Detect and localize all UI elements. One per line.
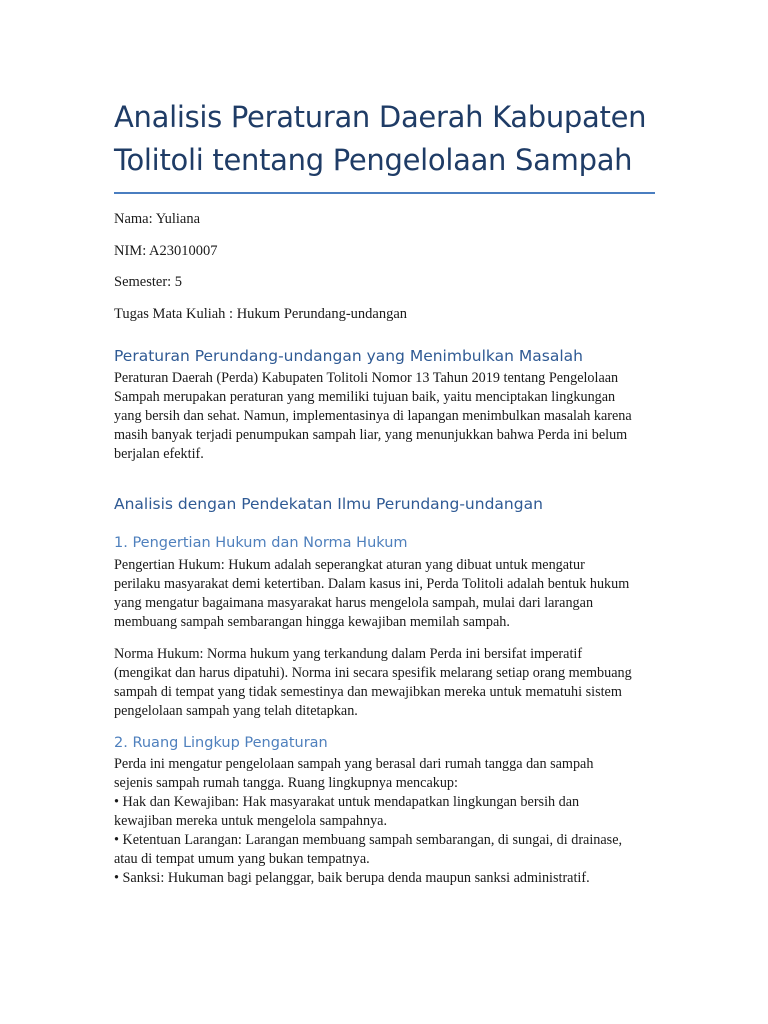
text-line: kewajiban mereka untuk mengelola sampahnya. <box>114 812 388 829</box>
text-line: Perda ini mengatur pengelolaan sampah yang berasal dari rumah tangga dan sampah <box>114 755 594 772</box>
paragraph-scope <box>114 755 654 888</box>
text-line: (mengikat dan harus dipatuhi). Norma ini secara spesifik melarang setiap orang membuang <box>114 664 632 681</box>
title-line: Analisis Peraturan Daerah Kabupaten <box>114 100 647 134</box>
text-line: pengelolaan sampah yang telah ditetapkan. <box>114 702 358 719</box>
text-line: yang bersih dan sehat. Namun, implementasinya di lapangan menimbulkan masalah karena <box>114 407 632 424</box>
text-line: Sampah merupakan peraturan yang memiliki tujuan baik, yaitu menciptakan lingkungan <box>114 388 616 405</box>
text-line: Norma Hukum: Norma hukum yang terkandung dalam Perda ini bersifat imperatif <box>114 645 583 662</box>
section-heading-problem: Peraturan Perundang-undangan yang Menimbulkan Masalah <box>114 346 583 365</box>
course-assignment: Tugas Mata Kuliah : Hukum Perundang-undangan <box>114 305 408 322</box>
section-heading-analysis: Analisis dengan Pendekatan Ilmu Perundang-undangan <box>114 494 543 513</box>
student-nim: NIM: A23010007 <box>114 242 218 259</box>
student-name: Nama: Yuliana <box>114 211 201 227</box>
subsection-heading-definition: 1. Pengertian Hukum dan Norma Hukum <box>114 534 408 551</box>
document-title <box>114 96 654 182</box>
text-line: sampah di tempat yang tidak semestinya dan mewajibkan mereka untuk mematuhi sistem <box>114 683 622 700</box>
document-page <box>114 96 654 888</box>
list-item: • Hak dan Kewajiban: Hak masyarakat untuk mendapatkan lingkungan bersih dan <box>114 793 580 810</box>
title-line: Tolitoli tentang Pengelolaan Sampah <box>114 143 633 177</box>
subsection-heading-scope: 2. Ruang Lingkup Pengaturan <box>114 734 328 751</box>
text-line: berjalan efektif. <box>114 445 204 462</box>
text-line: membuang sampah sembarangan hingga kewajiban memilah sampah. <box>114 613 510 630</box>
title-divider <box>114 192 655 194</box>
section-paragraph-problem <box>114 369 654 464</box>
text-line: Pengertian Hukum: Hukum adalah seperangkat aturan yang dibuat untuk mengatur <box>114 556 585 573</box>
list-item: • Sanksi: Hukuman bagi pelanggar, baik berupa denda maupun sanksi administratif. <box>114 869 590 886</box>
semester: Semester: 5 <box>114 274 183 290</box>
text-line: atau di tempat umum yang bukan tempatnya. <box>114 850 370 867</box>
paragraph-legal-norm <box>114 645 654 721</box>
text-line: masih banyak terjadi penumpukan sampah liar, yang menunjukkan bahwa Perda ini belum <box>114 426 628 443</box>
text-line: sejenis sampah rumah tangga. Ruang lingkupnya mencakup: <box>114 774 458 791</box>
text-line: perilaku masyarakat demi ketertiban. Dalam kasus ini, Perda Tolitoli adalah bentuk hukum <box>114 575 630 592</box>
list-item: • Ketentuan Larangan: Larangan membuang sampah sembarangan, di sungai, di drainase, <box>114 831 623 848</box>
text-line: Peraturan Daerah (Perda) Kabupaten Tolitoli Nomor 13 Tahun 2019 tentang Pengelolaan <box>114 369 619 386</box>
text-line: yang mengatur bagaimana masyarakat harus mengelola sampah, mulai dari larangan <box>114 594 594 611</box>
paragraph-legal-definition <box>114 556 654 632</box>
